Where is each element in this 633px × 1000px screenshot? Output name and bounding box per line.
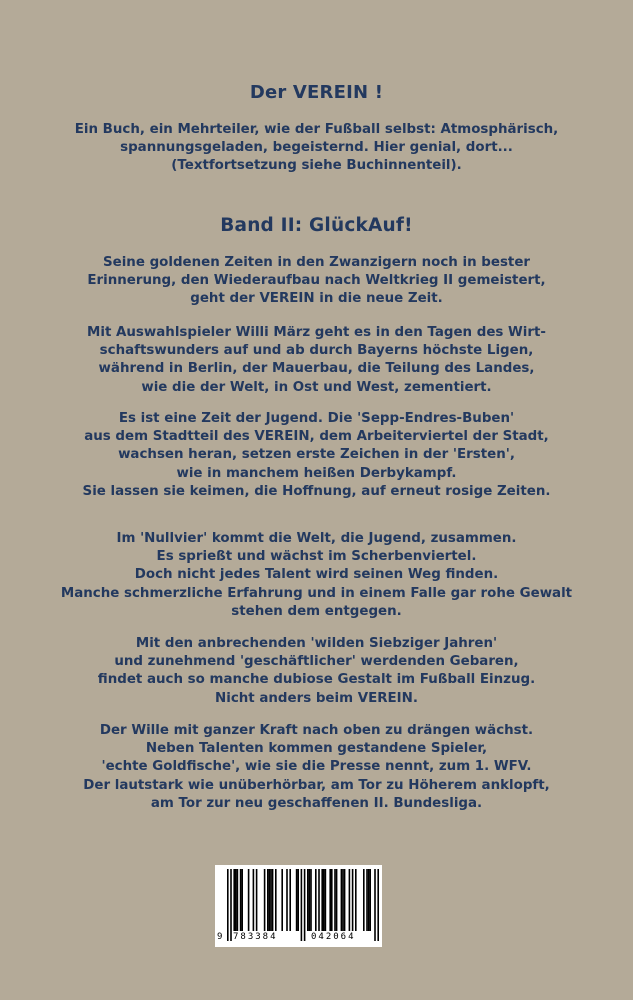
barcode-bar: [307, 869, 309, 931]
barcode-bar: [369, 869, 371, 931]
barcode-bar: [281, 869, 283, 931]
blurb-line: Seine goldenen Zeiten in den Zwanzigern noch in bester: [102, 255, 531, 270]
blurb-line: wie die der Welt, in Ost und West, zementiert.: [141, 379, 492, 395]
blurb-line: Es ist eine Zeit der Jugend. Die 'Sepp-Endres-Buben': [118, 411, 515, 426]
blurb-paragraph-4: [0, 530, 633, 621]
barcode-bar: [334, 869, 336, 931]
blurb-paragraph-3: [0, 410, 633, 501]
barcode-bar: [269, 869, 271, 931]
barcode-bar: [297, 869, 299, 931]
barcode-bar: [267, 869, 269, 931]
barcode-bar: [315, 869, 317, 931]
blurb-line: Erinnerung, den Wiederaufbau nach Weltkrieg II gemeistert,: [87, 273, 546, 289]
blurb-line: wie in manchem heißen Derbykampf.: [176, 465, 457, 481]
blurb-line: findet auch so manche dubiose Gestalt im Fußball Einzug.: [97, 672, 536, 688]
barcode-bar: [366, 869, 368, 931]
barcode-bar: [342, 869, 344, 931]
barcode-bar: [355, 869, 357, 931]
barcode-bar: [253, 869, 255, 931]
blurb-line: geht der VEREIN in die neue Zeit.: [190, 291, 443, 307]
blurb-line: am Tor zur neu geschaffenen II. Bundesliga.: [150, 795, 483, 811]
barcode-bar: [331, 869, 333, 931]
blurb-line: Manche schmerzliche Erfahrung und in einem Falle gar rohe Gewalt: [60, 585, 573, 601]
barcode-bar: [264, 869, 266, 931]
barcode-bar: [272, 869, 274, 931]
barcode-bar: [235, 869, 237, 931]
barcode-bar: [374, 869, 376, 941]
volume-subtitle: Band II: GlückAuf!: [220, 215, 413, 236]
barcode-bar: [240, 869, 242, 931]
intro-line: (Textfortsetzung siehe Buchinnenteil).: [171, 158, 462, 174]
blurb-paragraph-5: [0, 635, 633, 708]
blurb-paragraph-6: [0, 722, 633, 813]
barcode-bar: [286, 869, 288, 931]
blurb-line: während in Berlin, der Mauerbau, die Teilung des Landes,: [98, 361, 535, 377]
barcode-right-digits: 042064: [311, 932, 356, 942]
barcode-bar: [256, 869, 258, 931]
blurb-line: Im 'Nullvier' kommt die Welt, die Jugend, zusammen.: [116, 531, 517, 546]
blurb-line: Sie lassen sie keimen, die Hoffnung, auf erneut rosige Zeiten.: [82, 483, 551, 499]
barcode-bar: [352, 869, 354, 931]
barcode-bar: [289, 869, 291, 931]
blurb-line: wachsen heran, setzen erste Zeichen in der 'Ersten',: [118, 447, 515, 463]
barcode-bar: [227, 869, 229, 941]
barcode-bar: [325, 869, 327, 931]
blurb-line: schaftswunders auf und ab durch Bayerns höchste Ligen,: [99, 343, 534, 359]
blurb-line: Neben Talenten kommen gestandene Spieler,: [145, 741, 488, 757]
barcode-first-digit: 9: [217, 932, 223, 942]
barcode-bar: [270, 869, 272, 931]
barcode-bar: [329, 869, 331, 931]
barcode-bar: [309, 869, 311, 931]
isbn-barcode: [215, 865, 382, 947]
barcode-bar: [304, 869, 306, 941]
blurb-line: Der lautstark wie unüberhörbar, am Tor zu Höherem anklopft,: [83, 777, 550, 793]
blurb-line: stehen dem entgegen.: [231, 603, 402, 619]
barcode-bar: [341, 869, 343, 931]
barcode-bar: [296, 869, 298, 931]
blurb-line: Nicht anders beim VEREIN.: [215, 690, 418, 706]
blurb-line: Mit den anbrechenden 'wilden Siebziger Jahren': [135, 636, 498, 651]
barcode-bar: [321, 869, 323, 931]
barcode-bar: [363, 869, 365, 931]
barcode-bar: [237, 869, 239, 931]
barcode-bar: [241, 869, 243, 931]
intro-paragraph: [0, 121, 633, 176]
blurb-line: Doch nicht jedes Talent wird seinen Weg finden.: [134, 567, 499, 583]
blurb-paragraph-2: [0, 324, 633, 397]
intro-line: Ein Buch, ein Mehrteiler, wie der Fußball selbst: Atmosphärisch,: [74, 122, 559, 137]
barcode-bar: [301, 869, 303, 941]
barcode-bar: [368, 869, 370, 931]
barcode-bar: [248, 869, 250, 931]
blurb-line: 'echte Goldfische', wie sie die Presse nennt, zum 1. WFV.: [101, 759, 532, 775]
barcode-bar: [344, 869, 346, 931]
blurb-line: Der Wille mit ganzer Kraft nach oben zu drängen wächst.: [99, 723, 534, 738]
barcode-bar: [275, 869, 277, 931]
blurb-line: Es sprießt und wächst im Scherbenviertel.: [156, 549, 477, 565]
blurb-paragraph-1: [0, 254, 633, 309]
book-title: Der VEREIN !: [249, 82, 384, 103]
barcode-left-digits: 783384: [233, 932, 278, 942]
barcode-bar: [377, 869, 379, 941]
barcode-bar: [323, 869, 325, 931]
barcode-bar: [310, 869, 312, 931]
blurb-line: und zunehmend 'geschäftlicher' werdenden Gebaren,: [114, 654, 519, 670]
barcode-bar: [230, 869, 232, 941]
barcode-bar: [349, 869, 351, 931]
blurb-line: aus dem Stadtteil des VEREIN, dem Arbeiterviertel der Stadt,: [84, 429, 549, 445]
barcode-bar: [318, 869, 320, 931]
barcode-bar: [336, 869, 338, 931]
blurb-line: Mit Auswahlspieler Willi März geht es in den Tagen des Wirt-: [87, 325, 546, 340]
barcode-bar: [233, 869, 235, 931]
intro-line: spannungsgeladen, begeisternd. Hier genial, dort...: [120, 140, 513, 156]
